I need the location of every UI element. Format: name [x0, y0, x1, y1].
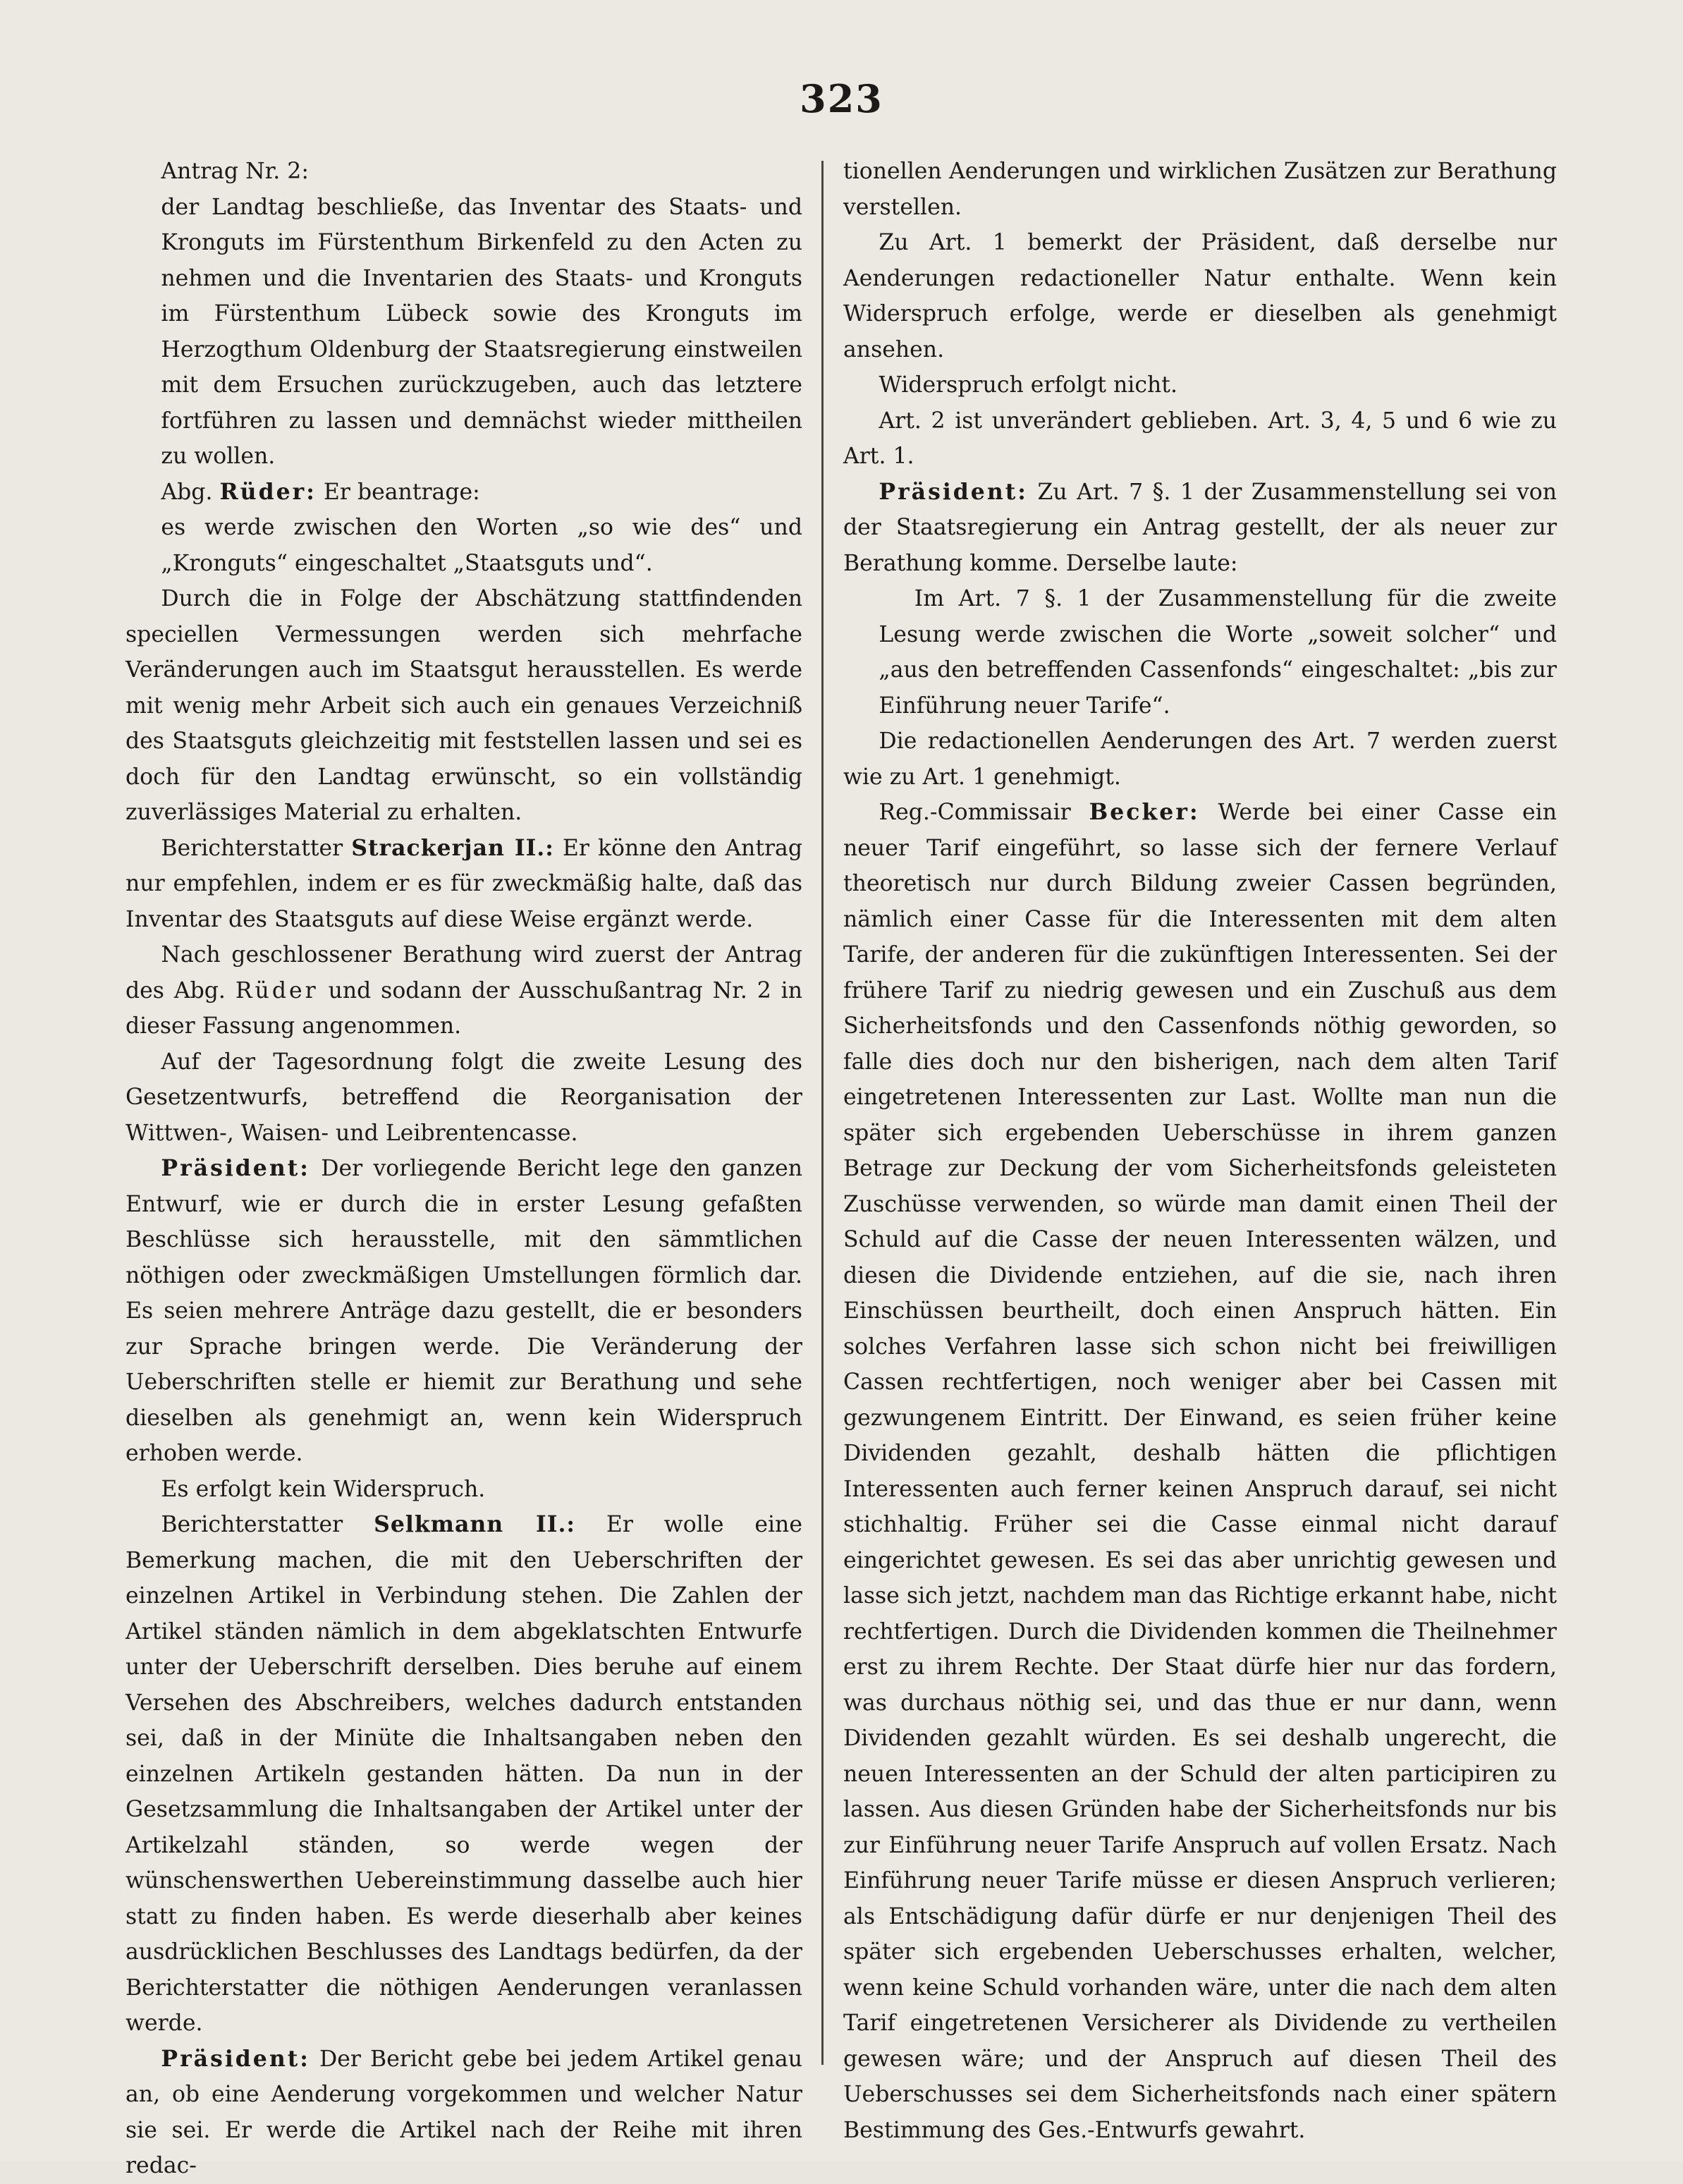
right-column — [843, 154, 1557, 2148]
paragraph — [126, 1151, 802, 1472]
paragraph-text: Der vorliegende Bericht lege den ganzen Entwurf, wie er durch die in erster Lesung gefaßten Beschlüsse sich herausstelle, mit den sämmtlichen nöthigen oder zweckmäßigen Umstellungen förmlich dar. Es seien mehrere Anträge dazu gestellt, die er besonders zur Sprache bringen werde. Die Veränderung der Ueberschriften stelle er hiemit zur Berathung und sehe dieselben als genehmigt an, wenn kein Widerspruch erhoben werde. — [126, 1156, 802, 1466]
paragraph-text: und sodann der Ausschußantrag Nr. 2 in dieser Fassung angenommen. — [126, 977, 802, 1039]
speaker-name: Becker: — [1089, 799, 1200, 825]
paragraph — [126, 937, 802, 1044]
paragraph-text: Er könne den Antrag nur empfehlen, indem er es für zweckmäßig halte, daß das Inventar des Staatsguts auf diese Weise ergänzt werde. — [126, 835, 802, 932]
paragraph-text: Werde bei einer Casse ein neuer Tarif eingeführt, so lasse sich der fernere Verlauf theoretisch nur durch Bildung zweier Cassen begründen, nämlich einer Casse für die Interessenten mit dem alten Tarife, der anderen für die zukünftigen Interessenten. Sei der frühere Tarif zu niedrig gewesen und ein Zuschuß aus dem Sicherheitsfonds und den Cassenfonds nöthig geworden, so falle dies doch nur den bisherigen, nach dem alten Tarif eingetretenen Interessenten zur Last. Wollte man nun die später sich ergebenden Ueberschüsse in ihrem ganzen Betrage zur Deckung der vom Sicherheitsfonds geleisteten Zuschüsse verwenden, so würde man damit einen Theil der Schuld auf die Casse der neuen Interessenten wälzen, und diesen die Dividende entziehen, auf die sie, nach ihren Einschüssen beurtheilt, doch einen Anspruch hätten. Ein solches Verfahren lasse sich schon nicht bei freiwilligen Cassen rechtfertigen, noch weniger aber bei Cassen mit gezwungenem Eintritt. Der Einwand, es seien früher keine Dividenden gezahlt, deshalb hätten die pflichtigen Interessenten auch ferner keinen Anspruch darauf, sei nicht stichhaltig. Früher sei die Casse einmal nicht darauf eingerichtet gewesen. Es sei das aber unrichtig gewesen und lasse sich jetzt, nachdem man das Richtige erkannt habe, nicht rechtfertigen. Durch die Dividenden kommen die Theilnehmer erst zu ihrem Rechte. Der Staat dürfe hier nur das fordern, was durchaus nöthig sei, und das thue er nur dann, wenn Dividenden gezahlt würden. Es sei deshalb ungerecht, die neuen Interessenten an der Schuld der alten participiren zu lassen. Aus diesen Gründen habe der Sicherheitsfonds nur bis zur Einführung neuer Tarife Anspruch auf vollen Ersatz. Nach Einführung neuer Tarife müsse er diesen Anspruch verlieren; als Entschädigung dafür dürfe er nur denjenigen Theil des später sich ergebenden Ueberschusses erhalten, welcher, wenn keine Schuld vorhanden wäre, unter die nach dem alten Tarif eingetretenen Versicherer als Dividende zu vertheilen gewesen wäre; und der Anspruch auf diesen Theil des Ueberschusses sei dem Sicherheitsfonds nach einer spätern Bestimmung des Ges.-Entwurfs gewahrt. — [843, 800, 1557, 2143]
paragraph: Auf der Tagesordnung folgt die zweite Lesung des Gesetzentwurfs, betreffend die Reorganisation der Wittwen-, Waisen- und Leibrentencasse. — [126, 1049, 802, 1146]
paragraph-text: Zu Art. 7 §. 1 der Zusammenstellung sei von der Staatsregierung ein Antrag gestellt, der als neuer zur Berathung komme. Derselbe laute: — [843, 479, 1557, 576]
left-column — [126, 154, 802, 2184]
title-prefix: Reg.-Commissair — [879, 800, 1071, 825]
paragraph: Durch die in Folge der Abschätzung stattfindenden speciellen Vermessungen werden sich mehrfache Veränderungen auch im Staatsgut herausstellen. Es werde mit wenig mehr Arbeit sich auch ein genaues Verzeichniß des Staatsguts gleichzeitig mit feststellen lassen und sei es doch für den Landtag erwünscht, so ein vollständig zuverlässiges Material zu erhalten. — [126, 586, 802, 825]
speaker-name: Selkmann II.: — [374, 1511, 576, 1537]
paragraph — [843, 475, 1557, 582]
title-prefix: Berichterstatter — [161, 835, 343, 861]
title-prefix: Berichterstatter — [161, 1512, 343, 1537]
paragraph-text: Nach geschlossener Berathung wird zuerst der Antrag des Abg. — [126, 942, 802, 1003]
paragraph — [843, 795, 1557, 2148]
speaker-name: Strackerjan II.: — [351, 834, 554, 861]
paragraph: Art. 2 ist unverändert geblieben. Art. 3, 4, 5 und 6 wie zu Art. 1. — [843, 408, 1557, 469]
paragraph: Die redactionellen Aenderungen des Art. 7 werden zuerst wie zu Art. 1 genehmigt. — [843, 728, 1557, 790]
paragraph: Zu Art. 1 bemerkt der Präsident, daß derselbe nur Aenderungen redactioneller Natur enthalte. Wenn kein Widerspruch erfolge, werde er dieselben als genehmigt ansehen. — [843, 230, 1557, 362]
paragraph: tionellen Aenderungen und wirklichen Zusätzen zur Berathung verstellen. — [843, 159, 1557, 220]
paragraph — [126, 2042, 802, 2184]
paragraph-text: Er beantrage: — [323, 479, 480, 505]
spaced-name: Rüder — [235, 977, 319, 1003]
paragraph: Es erfolgt kein Widerspruch. — [161, 1476, 486, 1502]
column-divider — [821, 161, 824, 2065]
motion-text: der Landtag beschließe, das Inventar des Staats- und Kronguts im Fürstenthum Birkenfeld zu den Acten zu nehmen und die Inventarien des Staats- und Kronguts im Fürstenthum Lübeck sowie des Kronguts im Herzogthum Oldenburg der Staatsregierung einstweilen mit dem Ersuchen zurückzugeben, auch das letztere fortführen zu lassen und demnächst wieder mittheilen zu wollen. — [161, 194, 802, 469]
speaker-name: Präsident: — [161, 1155, 310, 1181]
speaker-name: Präsident: — [879, 478, 1028, 505]
paragraph — [126, 831, 802, 938]
speaker-name: Präsident: — [161, 2045, 310, 2072]
paragraph-text: Er wolle eine Bemerkung machen, die mit den Ueberschriften der einzelnen Artikel in Verbindung stehen. Die Zahlen der Artikel ständen nämlich in dem abgeklatschten Entwurfe unter der Ueberschrift derselben. Dies beruhe auf einem Versehen des Abschreibers, welches dadurch entstanden sei, daß in der Minüte die Inhaltsangaben neben den einzelnen Artikeln gestanden hätten. Da nun in der Gesetzsammlung die Inhaltsangaben der Artikel unter der Artikelzahl ständen, so werde wegen der wünschenswerthen Uebereinstimmung dasselbe auch hier statt zu finden haben. Es werde dieserhalb aber keines ausdrücklichen Beschlusses des Landtags bedürfen, da der Berichterstatter die nöthigen Aenderungen veranlassen werde. — [126, 1512, 802, 2036]
quoted-motion: Im Art. 7 §. 1 der Zusammenstellung für die zweite Lesung werde zwischen die Worte „soweit solcher“ und „aus den betreffenden Cassenfonds“ eingeschaltet: „bis zur Einführung neuer Tarife“. — [879, 586, 1557, 719]
paragraph: Widerspruch erfolgt nicht. — [879, 372, 1177, 398]
title-prefix: Abg. — [161, 479, 213, 505]
paragraph-text: Der Bericht gebe bei jedem Artikel genau an, ob eine Aenderung vorgekommen und welcher Natur sie sei. Er werde die Artikel nach der Reihe mit ihren redac- — [126, 2046, 802, 2178]
paragraph — [126, 475, 802, 511]
paragraph — [126, 1507, 802, 2042]
amendment-text: es werde zwischen den Worten „so wie des“ und „Kronguts“ eingeschaltet „Staatsguts und“. — [161, 515, 802, 576]
speaker-name: Rüder: — [219, 478, 317, 505]
page-number: 323 — [800, 76, 883, 121]
motion-label: Antrag Nr. 2: — [161, 159, 309, 184]
